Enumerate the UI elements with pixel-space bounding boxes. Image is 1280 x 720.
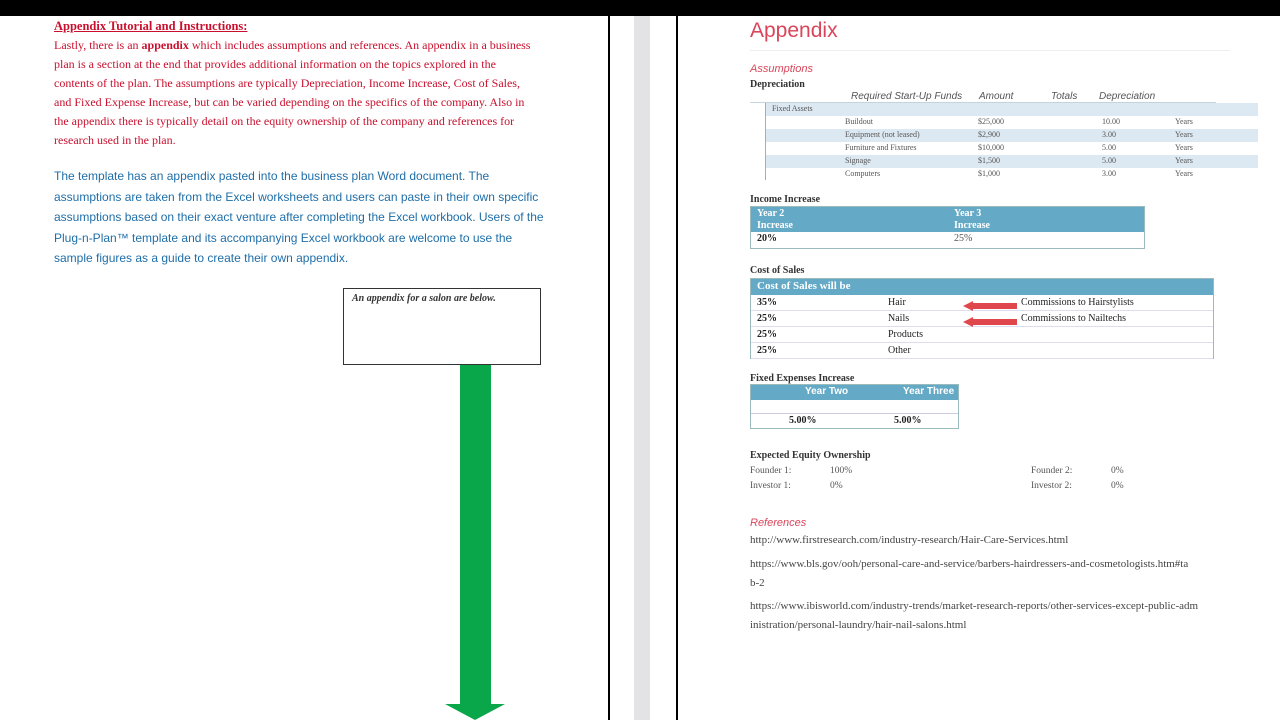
cost-of-sales-table <box>750 278 1214 359</box>
cell: 25% <box>757 329 777 340</box>
cell: Other <box>888 345 911 356</box>
equity-label: Expected Equity Ownership <box>750 450 871 461</box>
references-heading: References <box>750 517 807 529</box>
text: which includes assumptions and references. An appendix in a business plan is a section at the end that provides additional information on the topics explored in the contents of the plan. The assumptions are typically Depreciation, Income Increase, Cost of Sales, and Fixed Expense Increase, but can be varied depending on the specifics of the company. Also in the appendix there is typically detail on the equity ownership of the company and references for research used in the plan. <box>54 38 531 147</box>
cell: Years <box>1175 130 1193 139</box>
col-header: Depreciation <box>1099 91 1156 102</box>
page-border-left <box>608 16 610 720</box>
label: Founder 2: <box>1031 466 1073 476</box>
cell: $2,900 <box>978 130 1000 139</box>
text: Lastly, there is an <box>54 38 142 52</box>
depreciation-row <box>766 116 1258 129</box>
cost-row <box>751 343 1213 359</box>
fixed-expenses-label: Fixed Expenses Increase <box>750 373 855 384</box>
divider <box>750 50 1230 51</box>
header-cell: Year Three <box>903 386 955 397</box>
text: Year 3 <box>954 208 982 219</box>
cell: $25,000 <box>978 117 1004 126</box>
empty-row <box>751 400 958 414</box>
text: Increase <box>757 220 793 231</box>
reference-link[interactable]: https://www.bls.gov/ooh/personal-care-and-service/barbers-hairdressers-and-cosmetologists.htm#tab-2 <box>750 558 1189 589</box>
tutorial-heading: Appendix Tutorial and Instructions: <box>54 19 248 33</box>
cell: 5.00% <box>894 415 922 426</box>
cell: Signage <box>845 156 871 165</box>
depreciation-label: Depreciation <box>750 79 805 90</box>
col-header: Totals <box>1051 91 1078 102</box>
label: Investor 2: <box>1031 481 1072 491</box>
cell: Years <box>1175 117 1193 126</box>
income-table <box>750 206 1145 249</box>
page-border-right <box>676 16 678 720</box>
top-bar <box>0 0 1280 16</box>
left-arrow-icon <box>963 314 1017 324</box>
cell: 5.00 <box>1102 143 1116 152</box>
cell: Hair <box>888 297 906 308</box>
cost-row <box>751 327 1213 343</box>
col-header: Required Start-Up Funds <box>851 91 963 102</box>
cost-row <box>751 295 1213 311</box>
depreciation-row <box>766 155 1258 168</box>
cell: Products <box>888 329 923 340</box>
cell: 3.00 <box>1102 130 1116 139</box>
label: Founder 1: <box>750 466 792 476</box>
header-row <box>751 207 1144 232</box>
tutorial-paragraph <box>54 36 534 150</box>
depreciation-row <box>766 142 1258 155</box>
cell: Commissions to Nailtechs <box>1021 313 1126 324</box>
salon-note-box: An appendix for a salon are below. <box>343 288 541 365</box>
cell: 3.00 <box>1102 169 1116 178</box>
header-cell <box>757 208 793 232</box>
appendix-title: Appendix <box>750 19 838 42</box>
cell: Buildout <box>845 117 874 126</box>
group-row: Fixed Assets <box>766 103 1258 116</box>
header-row: Cost of Sales will be <box>751 279 1213 295</box>
fixed-expenses-table <box>750 384 959 429</box>
cell: Years <box>1175 156 1193 165</box>
label: Investor 1: <box>750 481 791 491</box>
cell: Years <box>1175 169 1193 178</box>
reference-link[interactable]: http://www.firstresearch.com/industry-research/Hair-Care-Services.html <box>750 534 1069 546</box>
depreciation-row <box>766 129 1258 142</box>
page-gutter <box>634 16 650 720</box>
cell: $1,500 <box>978 156 1000 165</box>
cost-of-sales-label: Cost of Sales <box>750 265 805 276</box>
cell: Nails <box>888 313 910 324</box>
left-arrow-icon <box>963 298 1017 308</box>
income-increase-label: Income Increase <box>750 194 821 205</box>
text: Increase <box>954 220 990 231</box>
header-row <box>751 385 958 400</box>
cell: $1,000 <box>978 169 1000 178</box>
cell: Equipment (not leased) <box>845 130 920 139</box>
cell: 25% <box>757 345 777 356</box>
assumptions-heading: Assumptions <box>750 63 813 75</box>
cell: Commissions to Hairstylists <box>1021 297 1134 308</box>
text: Year 2 <box>757 208 785 219</box>
value: 0% <box>1111 481 1124 491</box>
cell: $10,000 <box>978 143 1004 152</box>
cell: Computers <box>845 169 881 178</box>
text-bold: appendix <box>141 38 189 52</box>
header-cell: Year Two <box>805 386 849 397</box>
cell: Furniture and Fixtures <box>845 143 917 152</box>
cell: 5.00% <box>789 415 817 426</box>
down-arrow-head-icon <box>445 704 505 720</box>
reference-link[interactable]: https://www.ibisworld.com/industry-trends/market-research-reports/other-services-except-public-administration/personal-laundry/hair-nail-salons.html <box>750 600 1199 631</box>
template-paragraph: The template has an appendix pasted into the business plan Word document. The assumptions are taken from the Excel worksheets and users can paste in their own specific assumptions based on their exact venture after completing the Excel workbook. Users of the Plug-n-Plan™ template and its accompanying Excel workbook are welcome to use the sample figures as a guide to create their own appendix. <box>54 169 544 265</box>
value: 0% <box>1111 466 1124 476</box>
header-cell <box>954 208 990 232</box>
col-header: Amount <box>979 91 1014 102</box>
cell: 20% <box>757 233 777 244</box>
cell: 35% <box>757 297 777 308</box>
down-arrow-icon <box>460 365 491 705</box>
cell: 25% <box>757 313 777 324</box>
cell: 5.00 <box>1102 156 1116 165</box>
cell: 25% <box>954 233 973 244</box>
value: 100% <box>830 466 853 476</box>
cell: Years <box>1175 143 1193 152</box>
cost-row <box>751 311 1213 327</box>
value: 0% <box>830 481 843 491</box>
depreciation-row <box>766 168 1258 181</box>
cell: 10.00 <box>1102 117 1120 126</box>
